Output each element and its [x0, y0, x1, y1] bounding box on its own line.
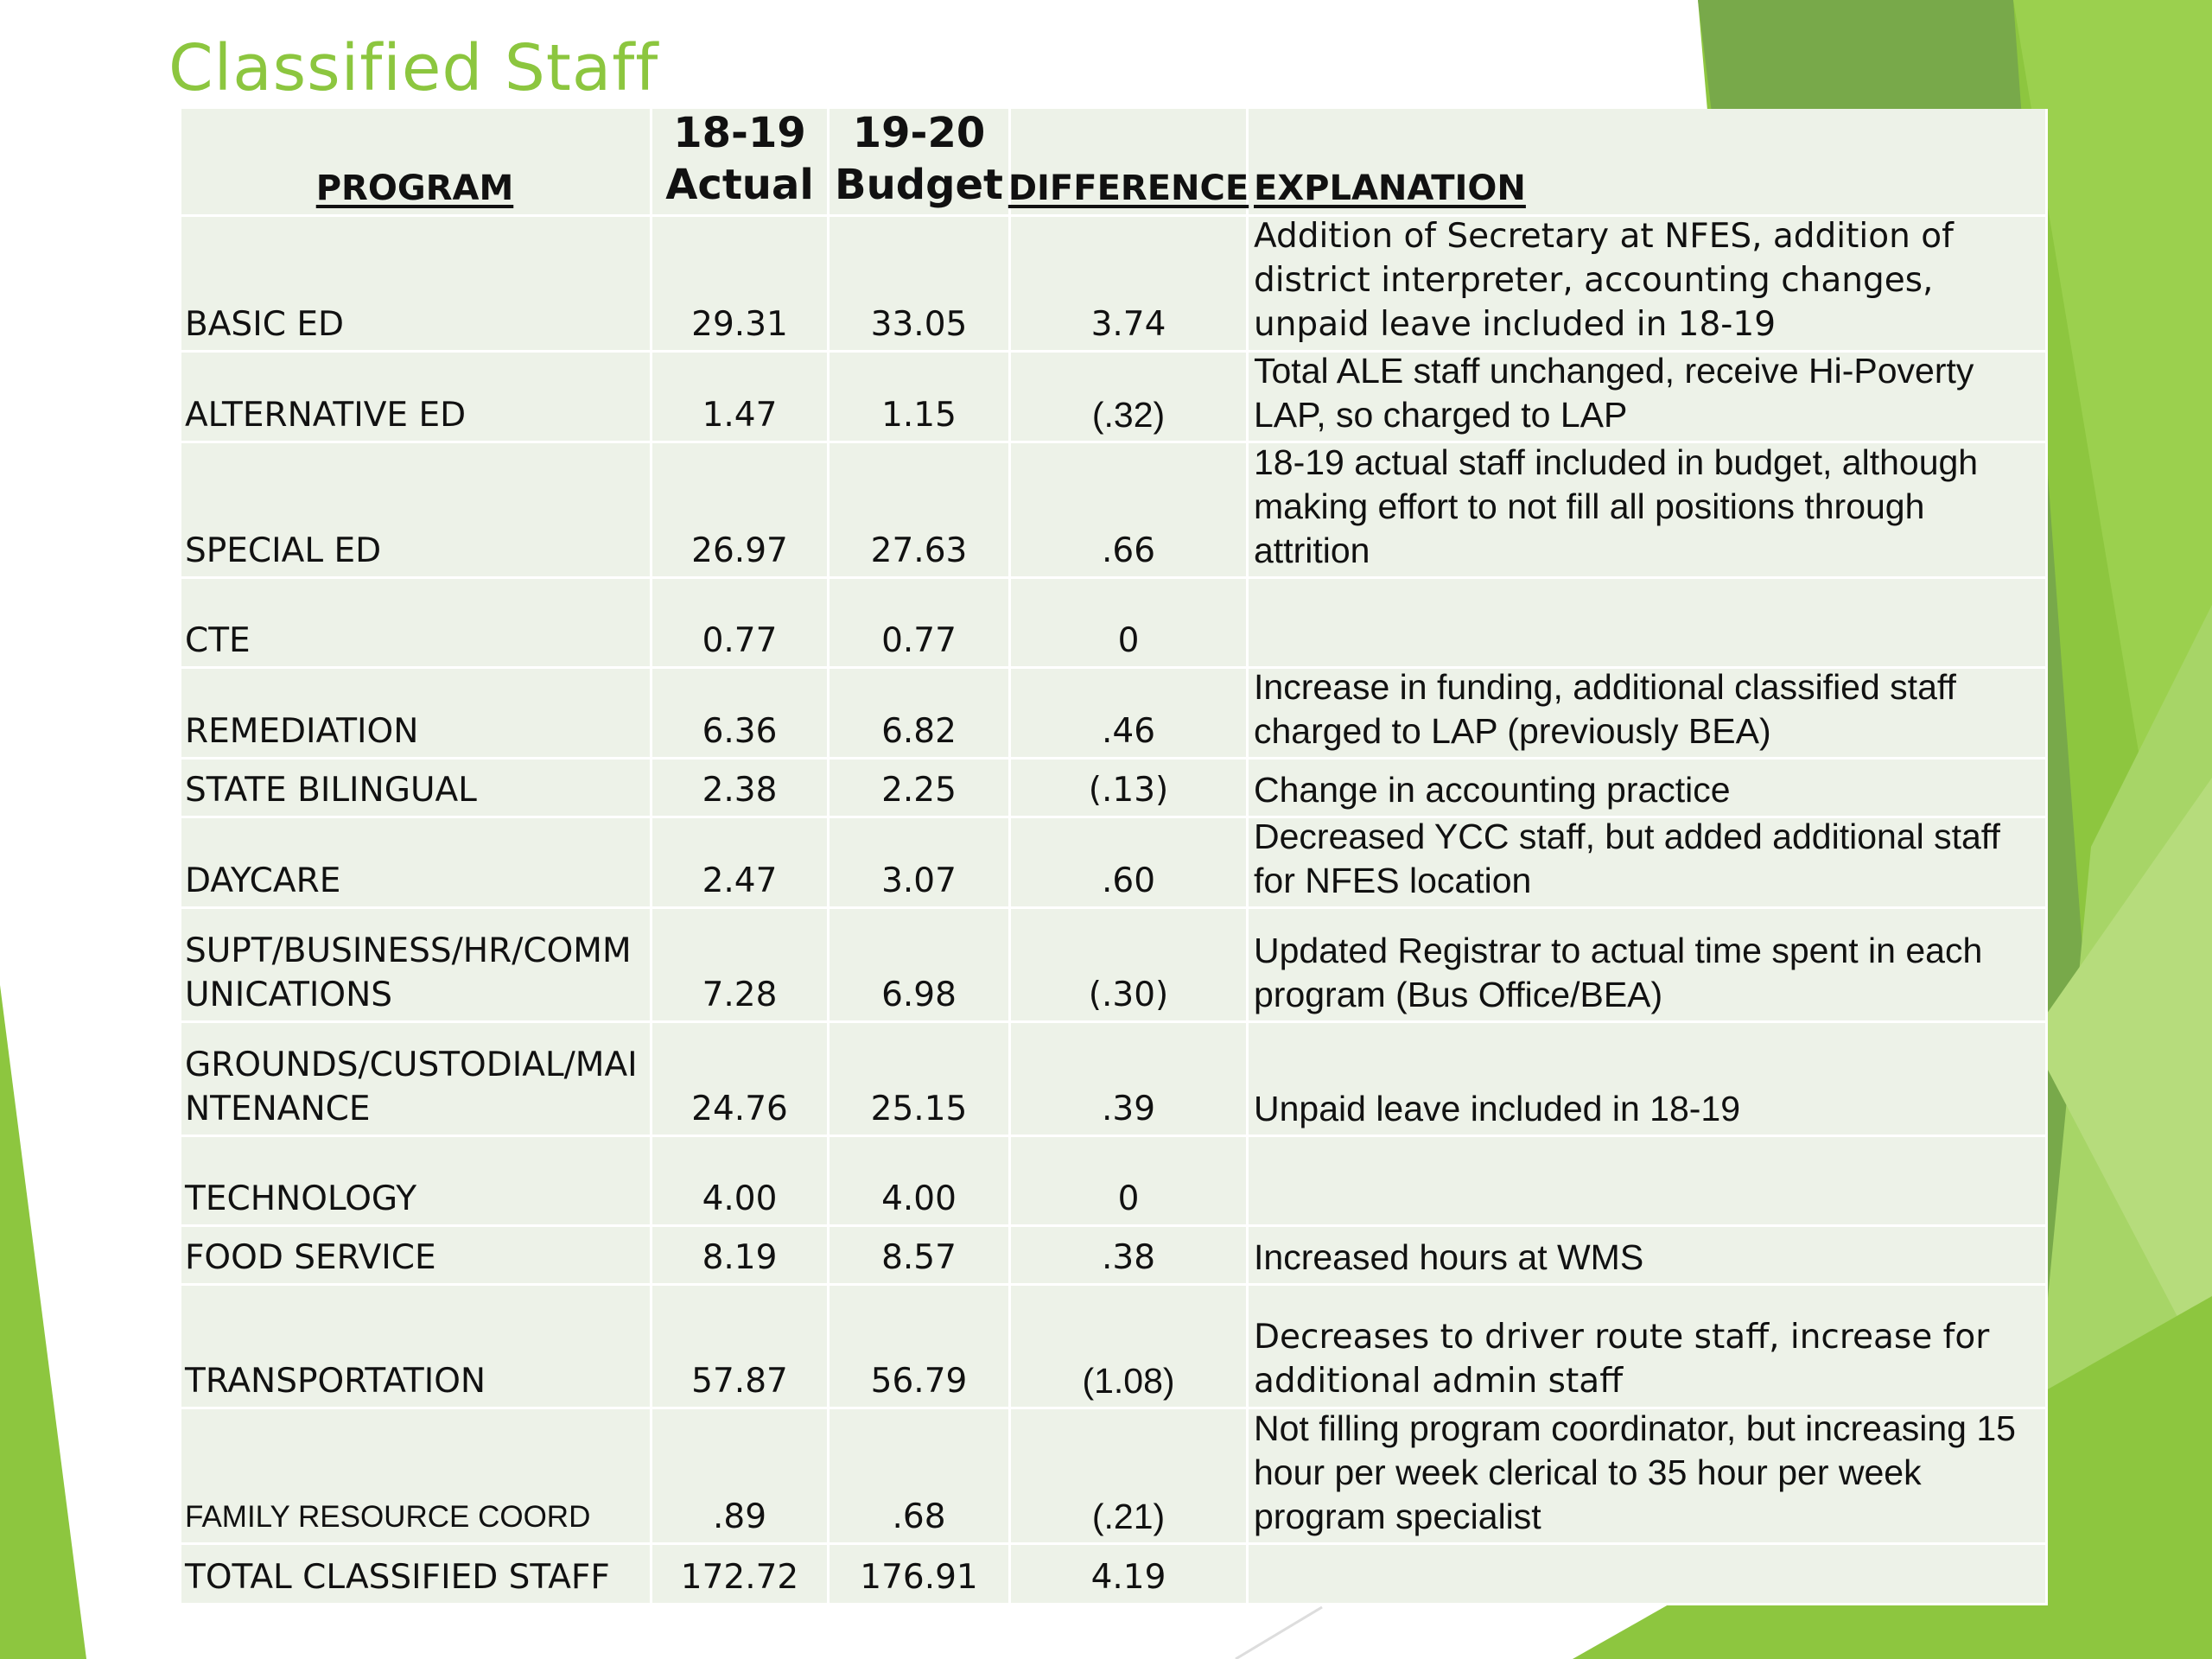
actual-cell: 4.00: [652, 1137, 830, 1227]
actual-cell: 6.36: [652, 669, 830, 760]
difference-cell: (.13): [1011, 760, 1249, 818]
program-cell: SPECIAL ED: [181, 443, 652, 579]
explanation-cell: Change in accounting practice: [1249, 760, 2048, 818]
difference-cell: .66: [1011, 443, 1249, 579]
total-budget-cell: 176.91: [830, 1545, 1011, 1605]
difference-cell: (.30): [1011, 909, 1249, 1023]
actual-cell: 29.31: [652, 217, 830, 353]
slide-title: Classified Staff: [168, 31, 659, 105]
program-cell: FOOD SERVICE: [181, 1227, 652, 1286]
explanation-cell: Increase in funding, additional classified staff charged to LAP (previously BEA): [1249, 669, 2048, 760]
header-program: PROGRAM: [181, 109, 652, 217]
total-explanation-cell: [1249, 1545, 2048, 1605]
difference-cell: 0: [1011, 579, 1249, 669]
classified-staff-table: [181, 109, 2048, 1605]
program-cell: DAYCARE: [181, 818, 652, 909]
explanation-cell: Decreased YCC staff, but added additional staff for NFES location: [1249, 818, 2048, 909]
explanation-cell: Decreases to driver route staff, increase for additional admin staff: [1249, 1286, 2048, 1409]
actual-cell: 7.28: [652, 909, 830, 1023]
budget-cell: 6.98: [830, 909, 1011, 1023]
actual-cell: 26.97: [652, 443, 830, 579]
budget-cell: 25.15: [830, 1023, 1011, 1137]
budget-cell: 1.15: [830, 353, 1011, 443]
difference-cell: (.21): [1011, 1409, 1249, 1545]
header-explanation: EXPLANATION: [1249, 109, 2048, 217]
header-actual: 18-19 Actual: [652, 109, 830, 217]
program-cell: TECHNOLOGY: [181, 1137, 652, 1227]
program-cell: FAMILY RESOURCE COORD: [181, 1409, 652, 1545]
difference-cell: (1.08): [1011, 1286, 1249, 1409]
header-difference: DIFFERENCE: [1011, 109, 1249, 217]
actual-cell: 2.38: [652, 760, 830, 818]
program-cell: SUPT/BUSINESS/HR/COMMUNICATIONS: [181, 909, 652, 1023]
budget-cell: .68: [830, 1409, 1011, 1545]
difference-cell: .60: [1011, 818, 1249, 909]
program-cell: STATE BILINGUAL: [181, 760, 652, 818]
budget-cell: 2.25: [830, 760, 1011, 818]
budget-cell: 3.07: [830, 818, 1011, 909]
total-actual-cell: 172.72: [652, 1545, 830, 1605]
explanation-cell: Not filling program coordinator, but increasing 15 hour per week clerical to 35 hour per week program specialist: [1249, 1409, 2048, 1545]
difference-cell: 3.74: [1011, 217, 1249, 353]
budget-cell: 0.77: [830, 579, 1011, 669]
explanation-cell: Total ALE staff unchanged, receive Hi-Poverty LAP, so charged to LAP: [1249, 353, 2048, 443]
explanation-cell: Updated Registrar to actual time spent in each program (Bus Office/BEA): [1249, 909, 2048, 1023]
explanation-cell: Addition of Secretary at NFES, addition of district interpreter, accounting changes, unpaid leave included in 18-19: [1249, 217, 2048, 353]
actual-cell: 2.47: [652, 818, 830, 909]
actual-cell: 1.47: [652, 353, 830, 443]
difference-cell: .46: [1011, 669, 1249, 760]
explanation-cell: Unpaid leave included in 18-19: [1249, 1023, 2048, 1137]
difference-cell: .39: [1011, 1023, 1249, 1137]
difference-cell: 0: [1011, 1137, 1249, 1227]
difference-cell: .38: [1011, 1227, 1249, 1286]
program-cell: BASIC ED: [181, 217, 652, 353]
budget-cell: 56.79: [830, 1286, 1011, 1409]
total-program-cell: TOTAL CLASSIFIED STAFF: [181, 1545, 652, 1605]
program-cell: TRANSPORTATION: [181, 1286, 652, 1409]
budget-cell: 27.63: [830, 443, 1011, 579]
difference-cell: (.32): [1011, 353, 1249, 443]
explanation-cell: Increased hours at WMS: [1249, 1227, 2048, 1286]
program-cell: CTE: [181, 579, 652, 669]
program-cell: ALTERNATIVE ED: [181, 353, 652, 443]
actual-cell: 8.19: [652, 1227, 830, 1286]
explanation-cell: [1249, 579, 2048, 669]
explanation-cell: 18-19 actual staff included in budget, although making effort to not fill all positions through attrition: [1249, 443, 2048, 579]
header-budget: 19-20 Budget: [830, 109, 1011, 217]
actual-cell: 0.77: [652, 579, 830, 669]
budget-cell: 6.82: [830, 669, 1011, 760]
explanation-cell: [1249, 1137, 2048, 1227]
actual-cell: .89: [652, 1409, 830, 1545]
actual-cell: 24.76: [652, 1023, 830, 1137]
program-cell: GROUNDS/CUSTODIAL/MAINTENANCE: [181, 1023, 652, 1137]
total-difference-cell: 4.19: [1011, 1545, 1249, 1605]
program-cell: REMEDIATION: [181, 669, 652, 760]
budget-cell: 8.57: [830, 1227, 1011, 1286]
actual-cell: 57.87: [652, 1286, 830, 1409]
budget-cell: 33.05: [830, 217, 1011, 353]
budget-cell: 4.00: [830, 1137, 1011, 1227]
